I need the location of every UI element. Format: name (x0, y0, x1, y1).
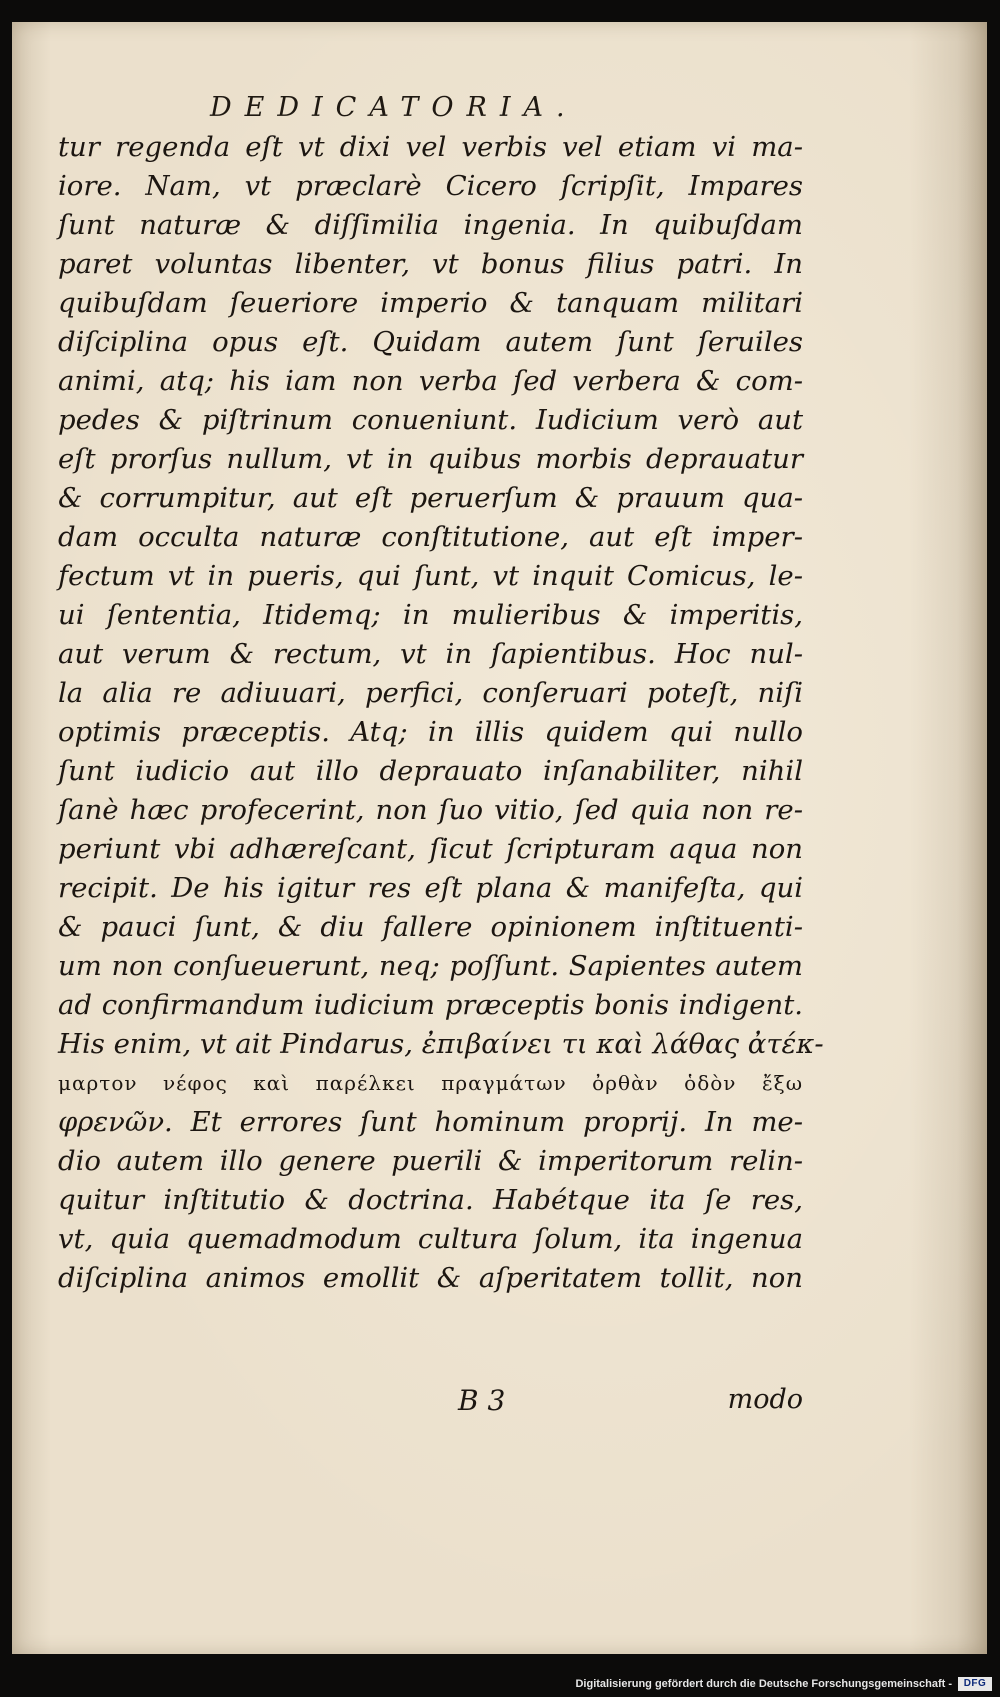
credit-bar (0, 1667, 1000, 1697)
text-line: optimis præceptis. Atq; in illis quidem qui nullo (58, 716, 803, 748)
text-line: ad confirmandum iudicium præceptis bonis indigent. (58, 989, 803, 1021)
page-edge-shadow (957, 22, 987, 1654)
text-line: vt, quia quemadmodum cultura ſolum, ita ingenua (58, 1223, 803, 1255)
text-line: ſunt naturæ & diſſimilia ingenia. In quibuſdam (58, 209, 803, 241)
text-line: diſciplina animos emollit & aſperitatem tollit, non (58, 1262, 803, 1294)
text-line: ui ſententia, Itidemq; in mulieribus & imperitis, (58, 599, 803, 631)
text-line: ſunt iudicio aut illo deprauato inſanabiliter, nihil (58, 755, 803, 787)
text-line: diſciplina opus eſt. Quidam autem ſunt ſeruiles (58, 326, 803, 358)
text-line: recipit. De his igitur res eſt plana & manifeſta, qui (58, 872, 803, 904)
text-line: animi, atq; his iam non verba ſed verbera & com- (58, 365, 803, 397)
text-line: ſanè hæc profecerint, non ſuo vitio, ſed quia non re- (58, 794, 803, 826)
text-line: tur regenda eſt vt dixi vel verbis vel etiam vi ma- (58, 131, 803, 163)
text-line: paret voluntas libenter, vt bonus filius patri. In (58, 248, 803, 280)
text-line: aut verum & rectum, vt in ſapientibus. Hoc nul- (58, 638, 803, 670)
text-line: & corrumpitur, aut eſt peruerſum & prauum qua- (58, 482, 803, 514)
text-line: iore. Nam, vt præclarè Cicero ſcripſit, Impares (58, 170, 803, 202)
page-footer (58, 1384, 803, 1424)
text-line: periunt vbi adhæreſcant, ſicut ſcripturam aqua non (58, 833, 803, 865)
text-line: eſt prorſus nullum, vt in quibus morbis deprauatur (58, 443, 803, 475)
text-line: φρενῶν. Et errores ſunt hominum proprij. In me- (58, 1106, 803, 1138)
greek-text-line: μαρτον νέφος καὶ παρέλκει πραγμάτων ὀρθὰν ὁδὸν ἔξω (58, 1071, 803, 1095)
signature-mark: B 3 (458, 1384, 506, 1417)
text-line: quitur inſtitutio & doctrina. Habétque ita ſe res, (58, 1184, 803, 1216)
text-line: & pauci ſunt, & diu fallere opinionem inſtituenti- (58, 911, 803, 943)
text-line: dam occulta naturæ conſtitutione, aut eſt imper- (58, 521, 803, 553)
body-text (58, 128, 824, 1298)
text-line: His enim, vt ait Pindarus, ἐπιβαίνει τι καὶ λάθας ἀτέκ- (58, 1028, 824, 1060)
catchword: modo (727, 1384, 803, 1415)
running-head: DEDICATORIA. (210, 92, 578, 123)
text-line: pedes & piſtrinum conueniunt. Iudicium verò aut (58, 404, 803, 436)
text-line: fectum vt in pueris, qui ſunt, vt inquit Comicus, le- (58, 560, 803, 592)
digitization-credit: Digitalisierung gefördert durch die Deutsche Forschungsgemeinschaft - (575, 1678, 952, 1690)
text-line: la alia re adiuuari, perfici, conſeruari poteſt, niſi (58, 677, 803, 709)
text-line: quibuſdam ſeueriore imperio & tanquam militari (58, 287, 803, 319)
dfg-logo: DFG (958, 1677, 992, 1691)
text-line: dio autem illo genere puerili & imperitorum relin- (58, 1145, 803, 1177)
text-line: um non conſueuerunt, neq; poſſunt. Sapientes autem (58, 950, 803, 982)
